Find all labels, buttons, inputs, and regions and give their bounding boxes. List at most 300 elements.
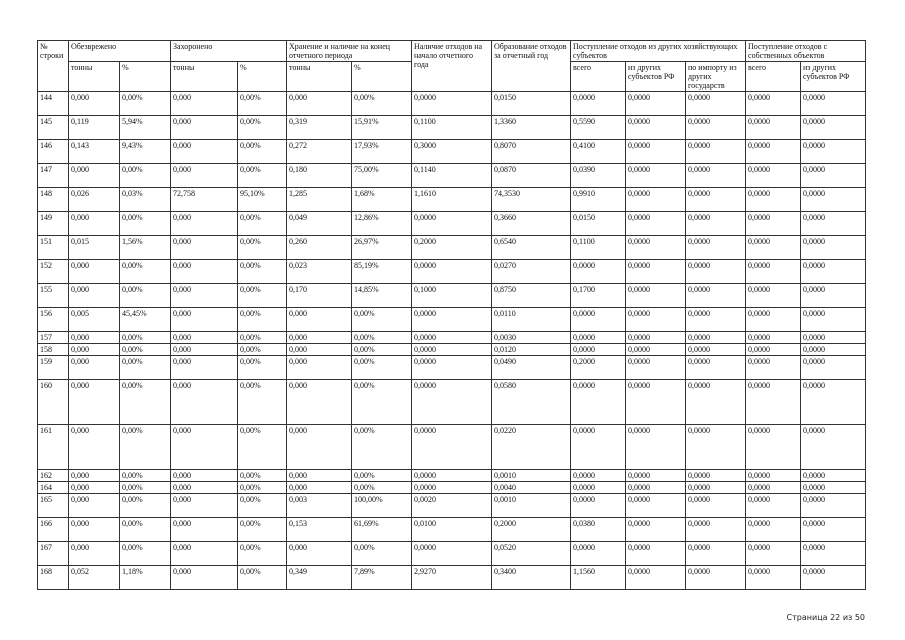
header-received-own: Поступление отходов с собственных объектов: [746, 41, 866, 62]
table-cell: 0,0000: [746, 164, 801, 188]
table-cell: 0,0000: [626, 212, 686, 236]
table-row: [38, 356, 866, 380]
table-cell: 0,0010: [492, 494, 571, 518]
table-cell: 0,0000: [626, 332, 686, 344]
table-cell: 0,0000: [626, 284, 686, 308]
sub-header: из других субъектов РФ: [801, 62, 866, 92]
table-cell: 0,00%: [238, 116, 287, 140]
table-cell: 0,000: [171, 356, 238, 380]
table-cell: 0,000: [69, 164, 120, 188]
table-cell: 0,0000: [686, 380, 746, 425]
table-cell: 5,94%: [120, 116, 171, 140]
table-cell: 0,0000: [801, 470, 866, 482]
table-cell: 0,0000: [571, 380, 626, 425]
table-cell: 0,0010: [492, 470, 571, 482]
table-cell: 0,319: [287, 116, 352, 140]
table-cell: 0,00%: [238, 332, 287, 344]
row-number-cell: 158: [38, 344, 69, 356]
table-cell: 26,97%: [352, 236, 412, 260]
table-cell: 0,0000: [571, 332, 626, 344]
table-row: [38, 236, 866, 260]
table-cell: 61,69%: [352, 518, 412, 542]
table-cell: 0,4100: [571, 140, 626, 164]
table-row: [38, 380, 866, 425]
table-cell: 0,000: [171, 260, 238, 284]
table-cell: 0,000: [287, 482, 352, 494]
table-cell: 0,0000: [686, 260, 746, 284]
table-cell: 0,0000: [412, 482, 492, 494]
table-cell: 0,0000: [626, 344, 686, 356]
table-cell: 0,0000: [746, 470, 801, 482]
table-row: [38, 164, 866, 188]
sub-header: тонны: [287, 62, 352, 92]
table-cell: 0,0000: [412, 308, 492, 332]
header-row-number: № строки: [38, 41, 69, 92]
table-cell: 0,000: [171, 566, 238, 590]
table-cell: 0,000: [69, 284, 120, 308]
table-cell: 45,45%: [120, 308, 171, 332]
sub-header: по импорту из других государств: [686, 62, 746, 92]
table-cell: 0,026: [69, 188, 120, 212]
table-row: [38, 470, 866, 482]
table-cell: 0,0000: [626, 236, 686, 260]
sub-header: всего: [746, 62, 801, 92]
table-cell: 0,00%: [120, 494, 171, 518]
table-cell: 0,0000: [412, 542, 492, 566]
table-cell: 0,0000: [801, 212, 866, 236]
table-cell: 0,00%: [120, 284, 171, 308]
table-cell: 0,0000: [801, 164, 866, 188]
table-cell: 0,0000: [801, 482, 866, 494]
table-cell: 0,2000: [412, 236, 492, 260]
row-number-cell: 161: [38, 425, 69, 470]
table-cell: 0,000: [69, 344, 120, 356]
row-number-cell: 148: [38, 188, 69, 212]
table-cell: 0,000: [69, 380, 120, 425]
table-cell: 0,0110: [492, 308, 571, 332]
header-stock-start: Наличие отходов на начало отчетного года: [412, 41, 492, 92]
table-cell: 0,0000: [571, 308, 626, 332]
row-number-cell: 151: [38, 236, 69, 260]
table-cell: 0,00%: [120, 344, 171, 356]
table-row: [38, 212, 866, 236]
table-cell: 0,0000: [746, 308, 801, 332]
row-number-cell: 157: [38, 332, 69, 344]
table-cell: 0,0270: [492, 260, 571, 284]
table-cell: 0,6540: [492, 236, 571, 260]
table-cell: 0,000: [171, 332, 238, 344]
table-cell: 0,0000: [571, 344, 626, 356]
table-row: [38, 308, 866, 332]
table-cell: 1,18%: [120, 566, 171, 590]
table-cell: 0,0100: [412, 518, 492, 542]
table-cell: 0,000: [171, 284, 238, 308]
table-cell: 0,00%: [238, 518, 287, 542]
table-cell: 0,2000: [492, 518, 571, 542]
table-cell: 0,00%: [352, 470, 412, 482]
table-cell: 0,0000: [686, 494, 746, 518]
table-cell: 0,170: [287, 284, 352, 308]
table-cell: 0,0000: [626, 518, 686, 542]
table-cell: 0,1140: [412, 164, 492, 188]
table-row: [38, 260, 866, 284]
table-cell: 0,000: [171, 344, 238, 356]
table-cell: 0,0000: [626, 482, 686, 494]
table-cell: 0,0000: [801, 566, 866, 590]
sub-header: %: [238, 62, 287, 92]
table-cell: 0,0000: [686, 308, 746, 332]
table-cell: 0,0000: [746, 518, 801, 542]
table-row: [38, 344, 866, 356]
table-cell: 0,00%: [352, 308, 412, 332]
header-storage-end: Хранение и наличие на конец отчетного периода: [287, 41, 412, 62]
table-cell: 0,0000: [801, 308, 866, 332]
table-cell: 0,0000: [746, 425, 801, 470]
row-number-cell: 147: [38, 164, 69, 188]
table-cell: 0,0000: [626, 566, 686, 590]
table-cell: 0,000: [69, 494, 120, 518]
table-cell: 0,000: [171, 308, 238, 332]
page-number: Страница 22 из 50: [786, 613, 865, 622]
row-number-cell: 145: [38, 116, 69, 140]
table-cell: 0,0000: [686, 212, 746, 236]
table-cell: 0,023: [287, 260, 352, 284]
table-cell: 0,0000: [626, 188, 686, 212]
table-cell: 0,0000: [746, 356, 801, 380]
table-cell: 0,000: [287, 308, 352, 332]
table-cell: 0,349: [287, 566, 352, 590]
row-number-cell: 144: [38, 92, 69, 116]
table-cell: 0,0490: [492, 356, 571, 380]
table-cell: 0,0020: [412, 494, 492, 518]
table-cell: 0,0000: [801, 260, 866, 284]
table-cell: 0,0000: [412, 425, 492, 470]
sub-header: тонны: [171, 62, 238, 92]
row-number-cell: 164: [38, 482, 69, 494]
row-number-cell: 166: [38, 518, 69, 542]
table-cell: 0,000: [171, 518, 238, 542]
table-cell: 0,00%: [120, 332, 171, 344]
table-cell: 0,0000: [626, 356, 686, 380]
table-cell: 0,00%: [238, 494, 287, 518]
table-cell: 0,00%: [238, 425, 287, 470]
table-cell: 0,00%: [352, 92, 412, 116]
header-received-other: Поступление отходов из других хозяйствующих субъектов: [571, 41, 746, 62]
table-cell: 0,000: [287, 92, 352, 116]
table-cell: 0,0000: [801, 332, 866, 344]
table-cell: 0,00%: [238, 566, 287, 590]
table-cell: 0,0000: [746, 542, 801, 566]
header-generated: Образование отходов за отчетный год: [492, 41, 571, 92]
table-cell: 0,0000: [801, 140, 866, 164]
waste-data-table: [37, 40, 866, 590]
table-cell: 0,260: [287, 236, 352, 260]
table-cell: 0,0120: [492, 344, 571, 356]
table-cell: 0,0580: [492, 380, 571, 425]
table-cell: 0,153: [287, 518, 352, 542]
table-cell: 0,1700: [571, 284, 626, 308]
table-cell: 0,000: [171, 212, 238, 236]
table-cell: 0,0000: [626, 425, 686, 470]
table-cell: 0,000: [171, 236, 238, 260]
table-row: [38, 566, 866, 590]
table-cell: 0,0000: [571, 425, 626, 470]
table-cell: 0,00%: [120, 542, 171, 566]
table-cell: 0,0040: [492, 482, 571, 494]
table-cell: 0,0000: [686, 470, 746, 482]
table-cell: 0,0000: [626, 92, 686, 116]
table-cell: 0,000: [171, 140, 238, 164]
row-number-cell: 159: [38, 356, 69, 380]
table-cell: 0,0000: [746, 92, 801, 116]
table-cell: 0,0220: [492, 425, 571, 470]
table-cell: 0,00%: [120, 482, 171, 494]
table-cell: 0,000: [287, 425, 352, 470]
table-cell: 0,000: [171, 164, 238, 188]
table-row: [38, 494, 866, 518]
table-cell: 0,0000: [686, 284, 746, 308]
table-cell: 0,0000: [801, 344, 866, 356]
table-cell: 0,8070: [492, 140, 571, 164]
table-cell: 0,00%: [120, 356, 171, 380]
table-cell: 0,3000: [412, 140, 492, 164]
table-cell: 0,000: [69, 518, 120, 542]
table-cell: 75,00%: [352, 164, 412, 188]
sub-header: из других субъектов РФ: [626, 62, 686, 92]
header-row-top: [38, 41, 866, 62]
table-cell: 0,0000: [801, 494, 866, 518]
table-row: [38, 482, 866, 494]
table-cell: 0,0000: [626, 494, 686, 518]
table-cell: 0,0000: [686, 566, 746, 590]
table-cell: 0,00%: [352, 344, 412, 356]
table-cell: 14,85%: [352, 284, 412, 308]
table-cell: 0,272: [287, 140, 352, 164]
table-cell: 0,0000: [626, 164, 686, 188]
table-cell: 0,0000: [746, 284, 801, 308]
table-cell: 0,00%: [238, 236, 287, 260]
table-cell: 0,00%: [238, 470, 287, 482]
table-cell: 0,000: [69, 470, 120, 482]
table-row: [38, 188, 866, 212]
table-cell: 1,285: [287, 188, 352, 212]
table-row: [38, 116, 866, 140]
table-cell: 1,1610: [412, 188, 492, 212]
table-cell: 0,03%: [120, 188, 171, 212]
table-cell: 2,9270: [412, 566, 492, 590]
table-cell: 0,0870: [492, 164, 571, 188]
table-cell: 1,68%: [352, 188, 412, 212]
table-cell: 0,00%: [238, 140, 287, 164]
table-cell: 0,0000: [686, 542, 746, 566]
table-cell: 74,3530: [492, 188, 571, 212]
table-cell: 0,000: [69, 212, 120, 236]
table-cell: 0,0000: [801, 380, 866, 425]
table-cell: 0,0000: [686, 518, 746, 542]
header-neutralized: Обезврежено: [69, 41, 171, 62]
table-cell: 0,0000: [686, 140, 746, 164]
table-cell: 0,000: [69, 356, 120, 380]
table-cell: 0,0000: [626, 116, 686, 140]
table-cell: 0,00%: [238, 356, 287, 380]
table-cell: 0,0000: [571, 260, 626, 284]
row-number-cell: 156: [38, 308, 69, 332]
table-row: [38, 542, 866, 566]
table-cell: 0,00%: [120, 212, 171, 236]
table-cell: 0,000: [171, 425, 238, 470]
table-cell: 0,0000: [412, 260, 492, 284]
table-cell: 0,00%: [120, 260, 171, 284]
table-cell: 85,19%: [352, 260, 412, 284]
table-cell: 0,0000: [801, 116, 866, 140]
table-cell: 0,0000: [626, 308, 686, 332]
table-cell: 0,000: [171, 494, 238, 518]
table-cell: 0,000: [171, 116, 238, 140]
table-row: [38, 332, 866, 344]
table-cell: 0,180: [287, 164, 352, 188]
table-cell: 1,3360: [492, 116, 571, 140]
table-cell: 0,00%: [238, 308, 287, 332]
table-cell: 0,3660: [492, 212, 571, 236]
table-cell: 0,0000: [746, 380, 801, 425]
table-cell: 0,0000: [571, 470, 626, 482]
table-cell: 0,0000: [686, 425, 746, 470]
table-cell: 0,0000: [801, 542, 866, 566]
table-cell: 0,00%: [238, 542, 287, 566]
table-cell: 0,0000: [412, 212, 492, 236]
table-cell: 0,00%: [352, 332, 412, 344]
table-cell: 0,0000: [686, 164, 746, 188]
table-cell: 0,00%: [238, 284, 287, 308]
table-cell: 0,0000: [686, 344, 746, 356]
table-cell: 0,0030: [492, 332, 571, 344]
table-cell: 0,0000: [686, 236, 746, 260]
table-cell: 0,000: [69, 332, 120, 344]
table-cell: 0,015: [69, 236, 120, 260]
table-cell: 0,000: [287, 542, 352, 566]
row-number-cell: 160: [38, 380, 69, 425]
table-cell: 0,0000: [686, 188, 746, 212]
table-cell: 0,0000: [801, 92, 866, 116]
table-cell: 0,3400: [492, 566, 571, 590]
row-number-cell: 165: [38, 494, 69, 518]
table-cell: 0,00%: [238, 482, 287, 494]
table-cell: 0,000: [287, 356, 352, 380]
sub-header: %: [352, 62, 412, 92]
table-row: [38, 425, 866, 470]
row-number-cell: 162: [38, 470, 69, 482]
table-cell: 0,0000: [412, 92, 492, 116]
table-cell: 0,0520: [492, 542, 571, 566]
table-cell: 0,1000: [412, 284, 492, 308]
table-cell: 0,00%: [352, 380, 412, 425]
table-cell: 0,000: [287, 344, 352, 356]
table-cell: 0,119: [69, 116, 120, 140]
table-cell: 0,0000: [571, 494, 626, 518]
table-cell: 0,0000: [801, 236, 866, 260]
table-cell: 15,91%: [352, 116, 412, 140]
table-cell: 0,00%: [120, 518, 171, 542]
table-cell: 0,0000: [412, 356, 492, 380]
table-cell: 0,000: [69, 92, 120, 116]
table-cell: 0,2000: [571, 356, 626, 380]
table-cell: 0,00%: [352, 482, 412, 494]
table-cell: 0,0000: [412, 470, 492, 482]
sub-header: всего: [571, 62, 626, 92]
table-cell: 0,00%: [352, 425, 412, 470]
table-row: [38, 518, 866, 542]
table-cell: 0,0000: [686, 92, 746, 116]
row-number-cell: 149: [38, 212, 69, 236]
table-cell: 0,000: [171, 470, 238, 482]
table-cell: 0,0000: [686, 116, 746, 140]
table-cell: 0,005: [69, 308, 120, 332]
table-cell: 0,0000: [686, 356, 746, 380]
table-cell: 0,00%: [238, 212, 287, 236]
table-cell: 0,0000: [626, 470, 686, 482]
table-row: [38, 140, 866, 164]
table-cell: 0,8750: [492, 284, 571, 308]
table-cell: 0,00%: [120, 470, 171, 482]
table-cell: 0,0000: [801, 188, 866, 212]
table-cell: 0,143: [69, 140, 120, 164]
header-buried: Захоронено: [171, 41, 287, 62]
table-cell: 0,0390: [571, 164, 626, 188]
table-cell: 0,0000: [746, 212, 801, 236]
table-cell: 0,0000: [686, 482, 746, 494]
table-row: [38, 92, 866, 116]
table-cell: 0,0000: [746, 140, 801, 164]
table-cell: 0,0000: [626, 140, 686, 164]
table-cell: 0,1100: [412, 116, 492, 140]
table-cell: 0,000: [287, 380, 352, 425]
table-cell: 0,00%: [120, 92, 171, 116]
table-cell: 0,00%: [238, 260, 287, 284]
table-cell: 0,00%: [352, 356, 412, 380]
table-cell: 0,000: [171, 380, 238, 425]
table-cell: 0,0000: [746, 188, 801, 212]
sub-header: тонны: [69, 62, 120, 92]
table-cell: 0,000: [69, 482, 120, 494]
table-row: [38, 284, 866, 308]
table-cell: 100,00%: [352, 494, 412, 518]
table-cell: 0,0000: [801, 425, 866, 470]
table-cell: 0,0000: [412, 332, 492, 344]
table-cell: 0,0000: [746, 494, 801, 518]
table-cell: 0,0000: [571, 482, 626, 494]
table-cell: 0,0000: [626, 380, 686, 425]
table-cell: 0,003: [287, 494, 352, 518]
table-cell: 0,049: [287, 212, 352, 236]
table-cell: 0,0000: [746, 566, 801, 590]
table-cell: 0,000: [171, 542, 238, 566]
table-cell: 0,9910: [571, 188, 626, 212]
table-cell: 0,0000: [746, 260, 801, 284]
table-cell: 0,000: [69, 425, 120, 470]
table-cell: 0,052: [69, 566, 120, 590]
table-cell: 0,0000: [626, 542, 686, 566]
table-cell: 0,00%: [238, 380, 287, 425]
table-cell: 1,1560: [571, 566, 626, 590]
table-cell: 0,000: [171, 482, 238, 494]
table-cell: 0,00%: [238, 164, 287, 188]
table-cell: 0,000: [69, 260, 120, 284]
table-cell: 0,0000: [626, 260, 686, 284]
row-number-cell: 152: [38, 260, 69, 284]
row-number-cell: 146: [38, 140, 69, 164]
table-cell: 0,0000: [412, 380, 492, 425]
table-cell: 0,1100: [571, 236, 626, 260]
